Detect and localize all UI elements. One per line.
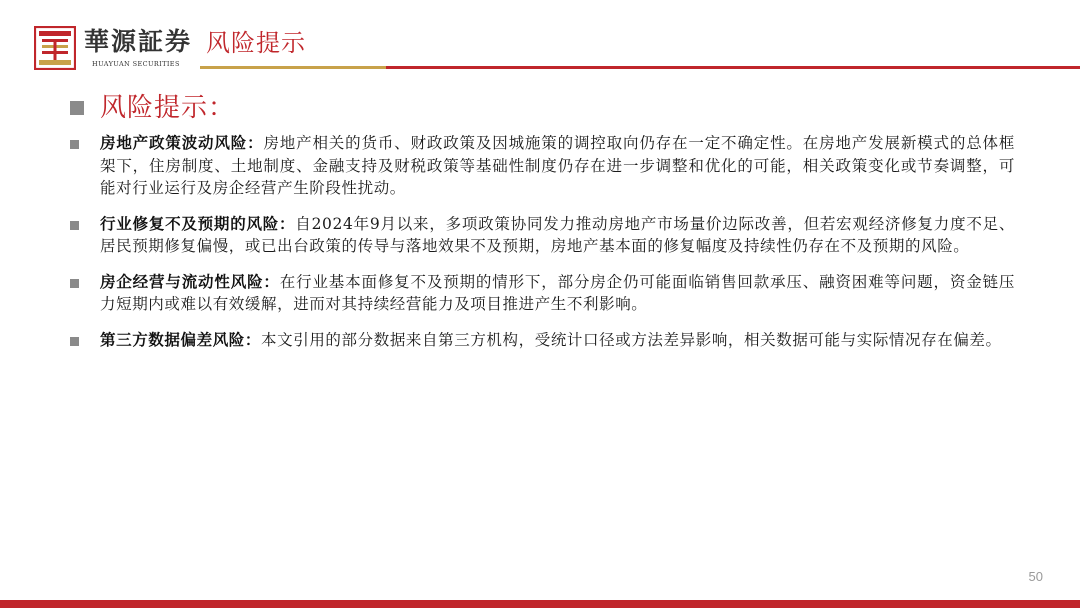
brand-subtitle: HUAYUAN SECURITIES [92,60,180,68]
risk-body: 房地产相关的货币、财政政策及因城施策的调控取向仍存在一定不确定性。在房地产发展新模式的总体框架下，住房制度、土地制度、金融支持及财税政策等基础性制度仍存在进一步调整和优化的可能，相关政策变化或节奏调整，可能对行业运行及房企经营产生阶段性扰动。 [100,134,1015,197]
risk-body: 自2024年9月以来，多项政策协同发力推动房地产市场量价边际改善，但若宏观经济修复力度不足、居民预期修复偏慢，或已出台政策的传导与落地效果不及预期，房地产基本面的修复幅度及持续性仍存在不及预期的风险。 [100,214,1015,255]
risk-title: 房地产政策波动风险： [100,133,264,152]
footer-bar [0,600,1080,608]
section-heading [70,93,235,123]
header-divider-red [386,66,1080,69]
header-divider-gold [200,66,386,69]
heading-bullet-icon [70,101,84,115]
brand-name: 華源証券 [84,27,193,56]
bullet-square-icon [70,221,79,230]
page-number: 50 [1028,569,1043,584]
risk-item-recovery [70,213,1015,258]
page-title: 风险提示 [206,29,306,57]
huayuan-logo-icon [34,26,76,70]
risk-title: 行业修复不及预期的风险： [100,213,296,233]
bullet-square-icon [70,279,79,288]
risk-title: 房企经营与流动性风险： [100,271,280,291]
risk-body: 在行业基本面修复不及预期的情形下，部分房企仍可能面临销售回款承压、融资困难等问题，资金链压力短期内或难以有效缓解，进而对其持续经营能力及项目推进产生不利影响。 [100,272,1015,313]
risk-item-liquidity [70,271,1015,316]
risk-item-data [70,329,1015,352]
risk-title: 第三方数据偏差风险： [100,329,262,349]
bullet-square-icon [70,337,79,346]
slide-header [0,0,1080,72]
risk-body: 本文引用的部分数据来自第三方机构，受统计口径或方法差异影响，相关数据可能与实际情况存在偏差。 [261,330,1002,349]
risk-item-policy [70,132,1015,200]
bullet-square-icon [70,140,79,149]
section-heading-text: 风险提示： [100,93,236,123]
risk-list [70,132,1015,364]
